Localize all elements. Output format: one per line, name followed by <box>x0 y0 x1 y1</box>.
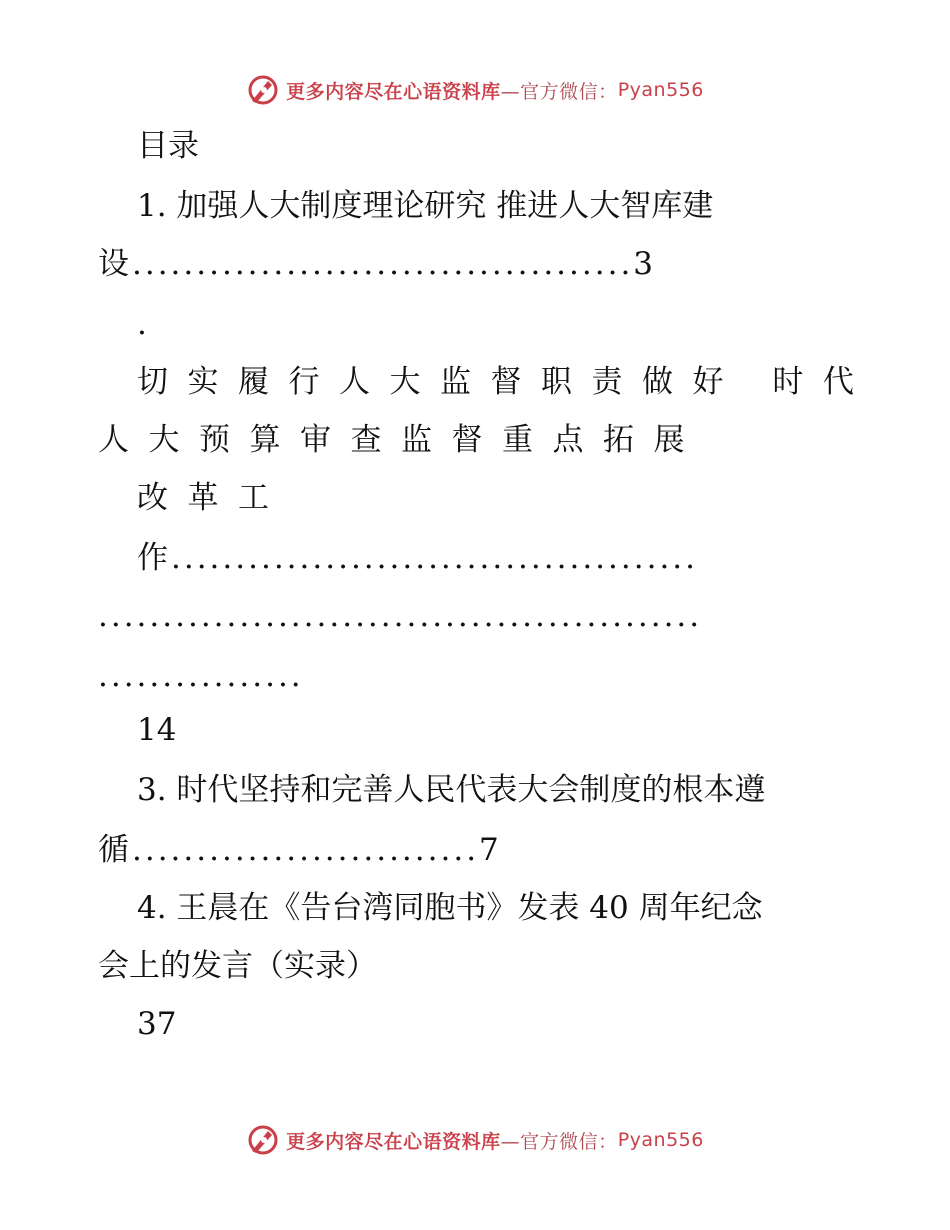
toc-entry-4-line-1: 4. 王晨在《告台湾同胞书》发表 40 周年纪念 <box>137 890 763 926</box>
toc-entry-2-line-4: 作......................................... <box>137 540 699 576</box>
toc-entry-2-line-6: ................ <box>98 658 304 694</box>
toc-entry-4-page: 37 <box>137 1006 177 1042</box>
watermark-id-text: Pyan556 <box>617 1129 704 1151</box>
watermark-banner-top <box>0 70 950 110</box>
toc-entry-1-line-2: 设.......................................3 <box>98 246 657 282</box>
watermark-id-text: Pyan556 <box>617 79 704 101</box>
toc-entry-2-line-1: 切实履行人大监督职责做好 时代 <box>137 364 874 400</box>
watermark-label-text: —官方微信： <box>500 80 618 103</box>
toc-entry-3-line-1: 3. 时代坚持和完善人民代表大会制度的根本遵 <box>137 772 766 808</box>
watermark-label-text: —官方微信： <box>500 1130 618 1153</box>
toc-entry-1-line-1: 1. 加强人大制度理论研究 推进人大智库建 <box>137 188 714 224</box>
toc-entry-2-line-3: 改革工 <box>137 480 289 516</box>
watermark-banner-bottom <box>0 1120 950 1160</box>
watermark-main-text: 更多内容尽在心语资料库 <box>286 1130 501 1153</box>
toc-entry-1-line-3: . <box>137 306 147 342</box>
toc-entry-3-line-2: 循...........................7 <box>98 832 502 868</box>
pen-logo-icon <box>246 1123 280 1157</box>
toc-entry-4-line-2: 会上的发言（实录） <box>98 948 377 984</box>
toc-entry-2-line-2: 人大预算审查监督重点拓展 <box>98 422 704 458</box>
toc-entry-2-page: 14 <box>137 712 177 748</box>
toc-title: 目录 <box>137 128 199 164</box>
pen-logo-icon <box>246 73 280 107</box>
watermark-main-text: 更多内容尽在心语资料库 <box>286 80 501 103</box>
toc-entry-2-line-5: ............................................... <box>98 598 703 634</box>
